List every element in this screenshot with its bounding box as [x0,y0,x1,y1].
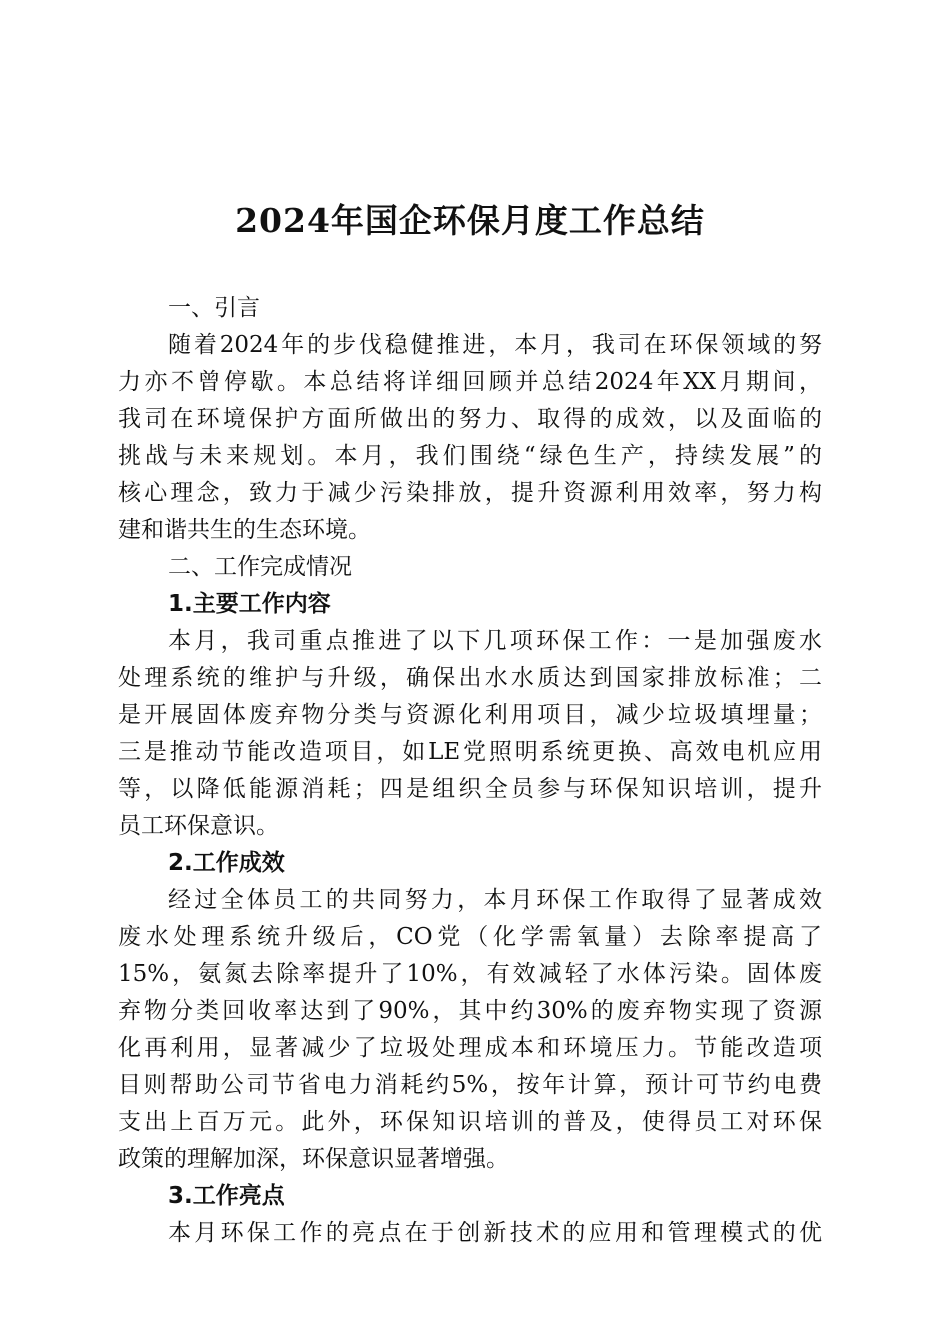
paragraph-line: 目则帮助公司节省电力消耗约5%，按年计算，预计可节约电费 [118,1072,822,1098]
paragraph-line: 本月，我司重点推进了以下几项环保工作：一是加强废水 [168,628,822,654]
paragraph-line: 本月环保工作的亮点在于创新技术的应用和管理模式的优 [168,1220,822,1246]
paragraph-line: 废水处理系统升级后，CO党（化学需氧量）去除率提高了 [118,924,822,950]
paragraph-line: 化再利用，显著减少了垃圾处理成本和环境压力。节能改造项 [118,1035,822,1061]
document-title: 2024年国企环保月度工作总结 [235,201,705,240]
section-heading-intro: 一、引言 [168,295,260,321]
subsection-heading-highlights: 3.工作亮点 [168,1183,285,1209]
paragraph-line: 员工环保意识。 [118,813,279,839]
paragraph-line: 政策的理解加深，环保意识显著增强。 [118,1146,509,1172]
subsection-heading-results: 2.工作成效 [168,850,285,876]
paragraph-line: 15%，氨氮去除率提升了10%，有效减轻了水体污染。固体废 [118,961,822,987]
paragraph-line: 建和谐共生的生态环境。 [118,517,371,543]
paragraph-line: 力亦不曾停歇。本总结将详细回顾并总结2024年XX月期间， [118,369,822,395]
document-body [118,290,822,1252]
paragraph-line: 随着2024年的步伐稳健推进，本月，我司在环保领域的努 [168,332,822,358]
paragraph-line: 挑战与未来规划。本月，我们围绕“绿色生产，持续发展”的 [118,443,822,469]
paragraph-line: 处理系统的维护与升级，确保出水水质达到国家排放标准；二 [118,665,822,691]
paragraph-line: 是开展固体废弃物分类与资源化利用项目，减少垃圾填埋量； [118,702,822,728]
paragraph-line: 三是推动节能改造项目，如LE党照明系统更换、高效电机应用 [118,739,822,765]
paragraph-line: 弃物分类回收率达到了90%，其中约30%的废弃物实现了资源 [118,998,822,1024]
paragraph-line: 经过全体员工的共同努力，本月环保工作取得了显著成效 [168,887,822,913]
paragraph-line: 支出上百万元。此外，环保知识培训的普及，使得员工对环保 [118,1109,822,1135]
paragraph-line: 等，以降低能源消耗；四是组织全员参与环保知识培训，提升 [118,776,822,802]
section-heading-work: 二、工作完成情况 [168,554,352,580]
subsection-heading-main-work: 1.主要工作内容 [168,591,331,617]
paragraph-line: 我司在环境保护方面所做出的努力、取得的成效，以及面临的 [118,406,822,432]
paragraph-line: 核心理念，致力于减少污染排放，提升资源利用效率，努力构 [118,480,822,506]
